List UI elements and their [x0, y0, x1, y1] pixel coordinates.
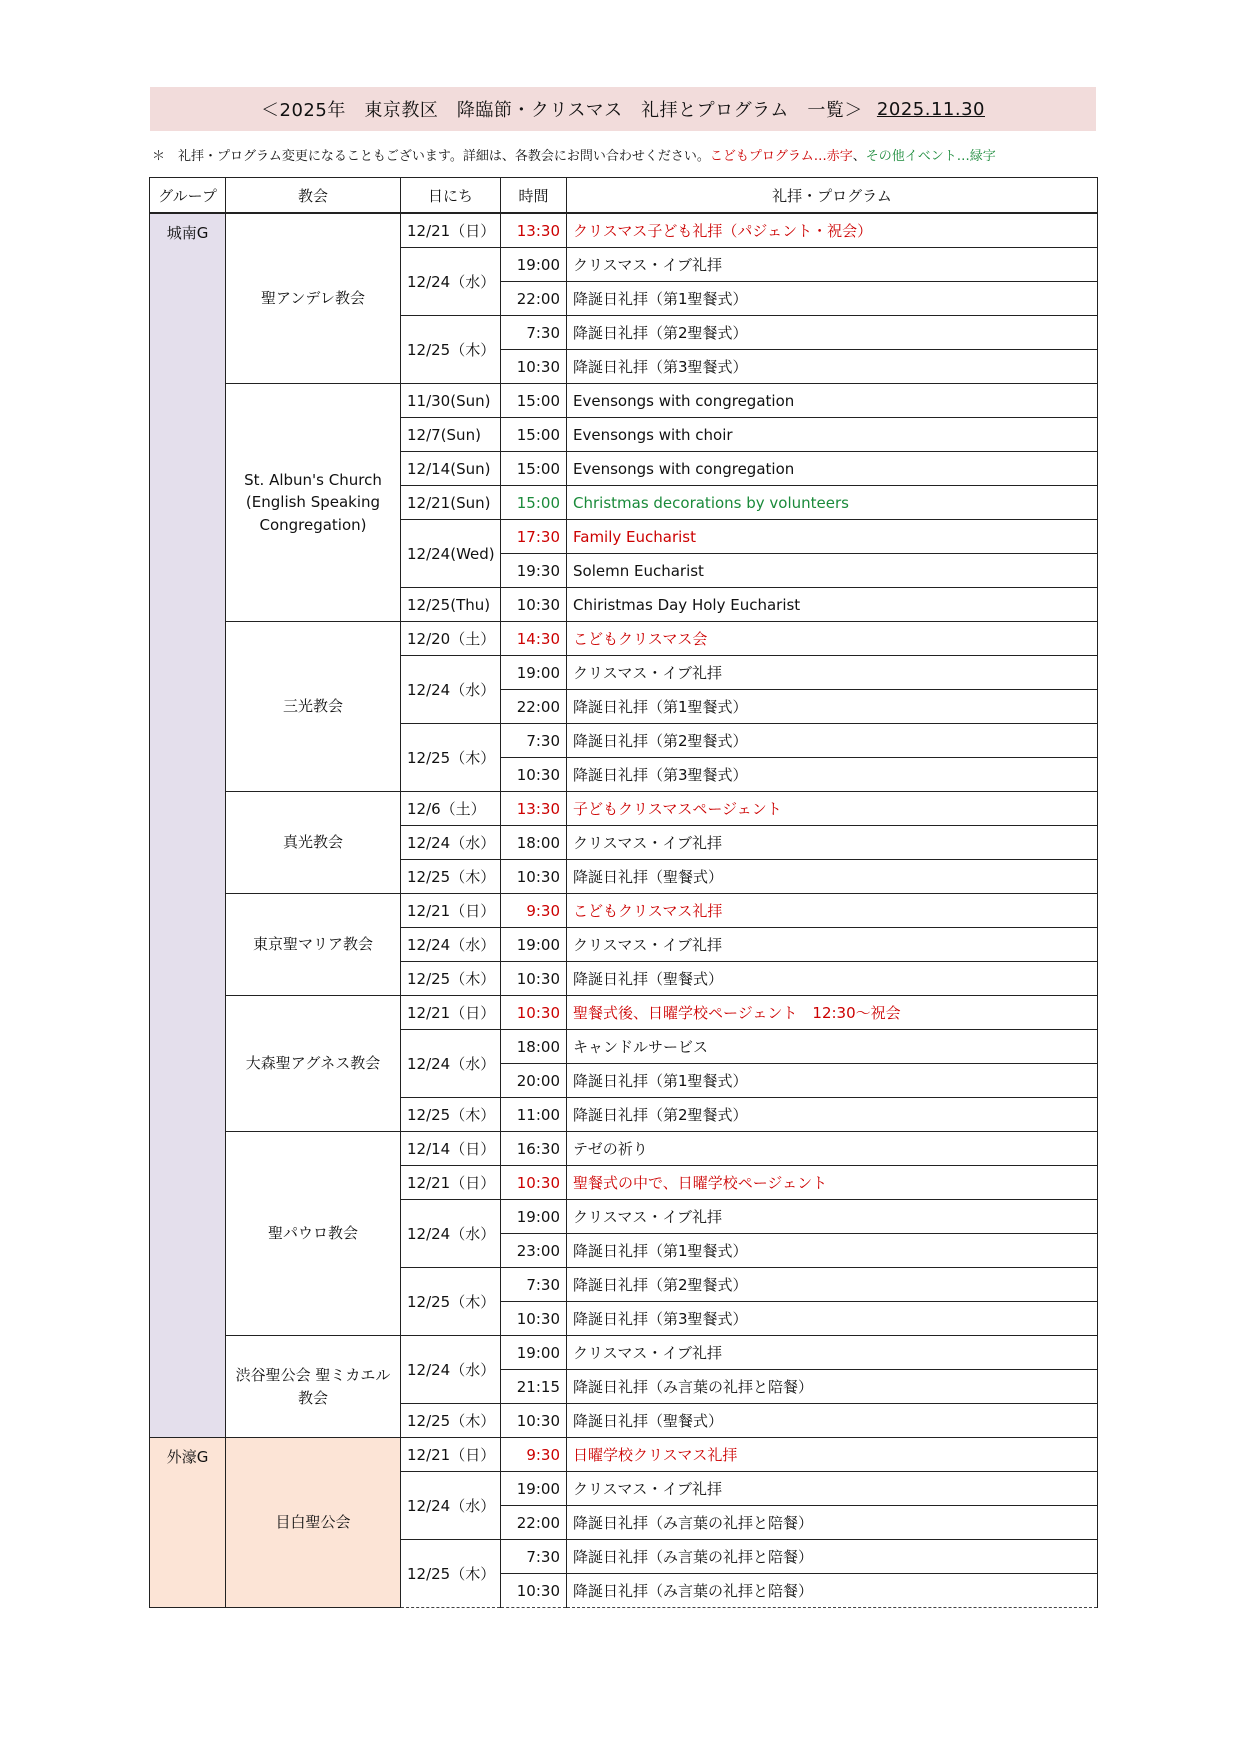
date-cell: 12/25（木） — [401, 1268, 501, 1336]
date-cell: 12/21（日） — [401, 996, 501, 1030]
page-title — [150, 87, 1096, 131]
time-cell: 17:30 — [501, 520, 567, 554]
date-cell: 12/24(Wed) — [401, 520, 501, 588]
program-cell: クリスマス・イブ礼拝 — [567, 1472, 1098, 1506]
program-cell: 降誕日礼拝（み言葉の礼拝と陪餐） — [567, 1370, 1098, 1404]
time-cell: 14:30 — [501, 622, 567, 656]
church-name: 聖パウロ教会 — [226, 1132, 401, 1336]
program-cell: 降誕日礼拝（第3聖餐式） — [567, 758, 1098, 792]
program-cell: Family Eucharist — [567, 520, 1098, 554]
notice-red-legend: こどもプログラム…赤字 — [709, 149, 853, 164]
program-cell: キャンドルサービス — [567, 1030, 1098, 1064]
date-cell: 12/24（水） — [401, 928, 501, 962]
notice-main: ＊ 礼拝・プログラム変更になることもございます。詳細は、各教会にお問い合わせください。 — [152, 149, 710, 164]
time-cell: 21:15 — [501, 1370, 567, 1404]
program-cell: クリスマス・イブ礼拝 — [567, 248, 1098, 282]
program-cell: クリスマス・イブ礼拝 — [567, 1200, 1098, 1234]
time-cell: 15:00 — [501, 384, 567, 418]
time-cell: 11:00 — [501, 1098, 567, 1132]
church-name: St. Albun's Church (English Speaking Congregation) — [226, 384, 401, 622]
schedule-body — [150, 213, 1098, 1608]
time-cell: 15:00 — [501, 418, 567, 452]
time-cell: 7:30 — [501, 316, 567, 350]
time-cell: 20:00 — [501, 1064, 567, 1098]
church-name: 渋谷聖公会 聖ミカエル教会 — [226, 1336, 401, 1438]
time-cell: 10:30 — [501, 350, 567, 384]
program-cell: Evensongs with choir — [567, 418, 1098, 452]
notice — [152, 145, 996, 164]
time-cell: 23:00 — [501, 1234, 567, 1268]
church-name: 東京聖マリア教会 — [226, 894, 401, 996]
table-row — [150, 213, 1098, 248]
time-cell: 10:30 — [501, 860, 567, 894]
program-cell: 降誕日礼拝（聖餐式） — [567, 962, 1098, 996]
program-cell: Chiristmas Day Holy Eucharist — [567, 588, 1098, 622]
time-cell: 19:00 — [501, 1200, 567, 1234]
date-cell: 12/25（木） — [401, 316, 501, 384]
notice-green-legend: その他イベント…緑字 — [865, 149, 996, 164]
date-cell: 12/14(Sun) — [401, 452, 501, 486]
time-cell: 10:30 — [501, 962, 567, 996]
program-cell: こどもクリスマス会 — [567, 622, 1098, 656]
header-program: 礼拝・プログラム — [567, 178, 1098, 214]
header-church: 教会 — [226, 178, 401, 214]
time-cell: 10:30 — [501, 1404, 567, 1438]
date-cell: 12/21（日） — [401, 1166, 501, 1200]
date-cell: 12/25(Thu) — [401, 588, 501, 622]
program-cell: 降誕日礼拝（第1聖餐式） — [567, 1234, 1098, 1268]
table-row — [150, 792, 1098, 826]
program-cell: テゼの祈り — [567, 1132, 1098, 1166]
time-cell: 7:30 — [501, 724, 567, 758]
time-cell: 10:30 — [501, 996, 567, 1030]
header-time: 時間 — [501, 178, 567, 214]
table-row — [150, 1336, 1098, 1370]
header-group: グループ — [150, 178, 226, 214]
table-row — [150, 996, 1098, 1030]
church-name: 三光教会 — [226, 622, 401, 792]
program-cell: クリスマス・イブ礼拝 — [567, 1336, 1098, 1370]
date-cell: 12/24（水） — [401, 1336, 501, 1404]
program-cell: こどもクリスマス礼拝 — [567, 894, 1098, 928]
date-cell: 12/21（日） — [401, 213, 501, 248]
program-cell: 聖餐式後、日曜学校ページェント 12:30～祝会 — [567, 996, 1098, 1030]
program-cell: Evensongs with congregation — [567, 452, 1098, 486]
date-cell: 12/24（水） — [401, 826, 501, 860]
title-date: 2025.11.30 — [876, 98, 985, 120]
program-cell: 降誕日礼拝（第2聖餐式） — [567, 1268, 1098, 1302]
date-cell: 12/24（水） — [401, 1030, 501, 1098]
time-cell: 7:30 — [501, 1540, 567, 1574]
date-cell: 12/7(Sun) — [401, 418, 501, 452]
date-cell: 12/25（木） — [401, 1404, 501, 1438]
time-cell: 22:00 — [501, 690, 567, 724]
program-cell: Solemn Eucharist — [567, 554, 1098, 588]
time-cell: 19:00 — [501, 928, 567, 962]
date-cell: 12/6（土） — [401, 792, 501, 826]
time-cell: 10:30 — [501, 1302, 567, 1336]
program-cell: 降誕日礼拝（第2聖餐式） — [567, 1098, 1098, 1132]
program-cell: Evensongs with congregation — [567, 384, 1098, 418]
program-cell: 降誕日礼拝（聖餐式） — [567, 1404, 1098, 1438]
program-cell: 降誕日礼拝（み言葉の礼拝と陪餐） — [567, 1506, 1098, 1540]
date-cell: 12/25（木） — [401, 1540, 501, 1608]
time-cell: 10:30 — [501, 588, 567, 622]
date-cell: 12/25（木） — [401, 860, 501, 894]
program-cell: クリスマス・イブ礼拝 — [567, 928, 1098, 962]
program-cell: クリスマス・イブ礼拝 — [567, 656, 1098, 690]
program-cell: 降誕日礼拝（第1聖餐式） — [567, 282, 1098, 316]
schedule-table — [149, 177, 1098, 1608]
time-cell: 22:00 — [501, 1506, 567, 1540]
time-cell: 7:30 — [501, 1268, 567, 1302]
time-cell: 15:00 — [501, 486, 567, 520]
program-cell: 降誕日礼拝（み言葉の礼拝と陪餐） — [567, 1574, 1098, 1608]
time-cell: 18:00 — [501, 826, 567, 860]
table-row — [150, 622, 1098, 656]
time-cell: 9:30 — [501, 1438, 567, 1472]
program-cell: 降誕日礼拝（第1聖餐式） — [567, 690, 1098, 724]
date-cell: 12/21（日） — [401, 1438, 501, 1472]
time-cell: 13:30 — [501, 792, 567, 826]
table-row — [150, 1132, 1098, 1166]
program-cell: 降誕日礼拝（第1聖餐式） — [567, 1064, 1098, 1098]
date-cell: 12/24（水） — [401, 1472, 501, 1540]
time-cell: 13:30 — [501, 213, 567, 248]
church-name: 大森聖アグネス教会 — [226, 996, 401, 1132]
date-cell: 12/14（日） — [401, 1132, 501, 1166]
program-cell: 降誕日礼拝（第3聖餐式） — [567, 1302, 1098, 1336]
time-cell: 15:00 — [501, 452, 567, 486]
group-cell: 城南G — [150, 213, 226, 1438]
date-cell: 12/25（木） — [401, 1098, 501, 1132]
program-cell: 聖餐式の中で、日曜学校ページェント — [567, 1166, 1098, 1200]
date-cell: 12/21（日） — [401, 894, 501, 928]
table-row — [150, 384, 1098, 418]
program-cell: クリスマス・イブ礼拝 — [567, 826, 1098, 860]
church-name: 真光教会 — [226, 792, 401, 894]
time-cell: 19:00 — [501, 248, 567, 282]
title-text: ＜2025年 東京教区 降臨節・クリスマス 礼拝とプログラム 一覧＞ — [261, 100, 863, 121]
date-cell: 12/25（木） — [401, 724, 501, 792]
program-cell: 降誕日礼拝（聖餐式） — [567, 860, 1098, 894]
church-name: 聖アンデレ教会 — [226, 213, 401, 384]
time-cell: 10:30 — [501, 1574, 567, 1608]
program-cell: 降誕日礼拝（第3聖餐式） — [567, 350, 1098, 384]
program-cell: 日曜学校クリスマス礼拝 — [567, 1438, 1098, 1472]
date-cell: 11/30(Sun) — [401, 384, 501, 418]
time-cell: 22:00 — [501, 282, 567, 316]
time-cell: 10:30 — [501, 1166, 567, 1200]
date-cell: 12/25（木） — [401, 962, 501, 996]
time-cell: 16:30 — [501, 1132, 567, 1166]
time-cell: 18:00 — [501, 1030, 567, 1064]
group-cell: 外濠G — [150, 1438, 226, 1608]
program-cell: Christmas decorations by volunteers — [567, 486, 1098, 520]
program-cell: クリスマス子ども礼拝（パジェント・祝会） — [567, 213, 1098, 248]
date-cell: 12/21(Sun) — [401, 486, 501, 520]
program-cell: 降誕日礼拝（第2聖餐式） — [567, 316, 1098, 350]
date-cell: 12/20（土） — [401, 622, 501, 656]
time-cell: 10:30 — [501, 758, 567, 792]
church-name: 目白聖公会 — [226, 1438, 401, 1608]
date-cell: 12/24（水） — [401, 1200, 501, 1268]
time-cell: 19:00 — [501, 1472, 567, 1506]
header-date: 日にち — [401, 178, 501, 214]
program-cell: 降誕日礼拝（み言葉の礼拝と陪餐） — [567, 1540, 1098, 1574]
table-row — [150, 894, 1098, 928]
date-cell: 12/24（水） — [401, 248, 501, 316]
program-cell: 子どもクリスマスページェント — [567, 792, 1098, 826]
time-cell: 19:00 — [501, 656, 567, 690]
table-row — [150, 1438, 1098, 1472]
time-cell: 9:30 — [501, 894, 567, 928]
date-cell: 12/24（水） — [401, 656, 501, 724]
header-row — [150, 178, 1098, 214]
program-cell: 降誕日礼拝（第2聖餐式） — [567, 724, 1098, 758]
time-cell: 19:30 — [501, 554, 567, 588]
notice-separator: 、 — [852, 149, 866, 164]
time-cell: 19:00 — [501, 1336, 567, 1370]
